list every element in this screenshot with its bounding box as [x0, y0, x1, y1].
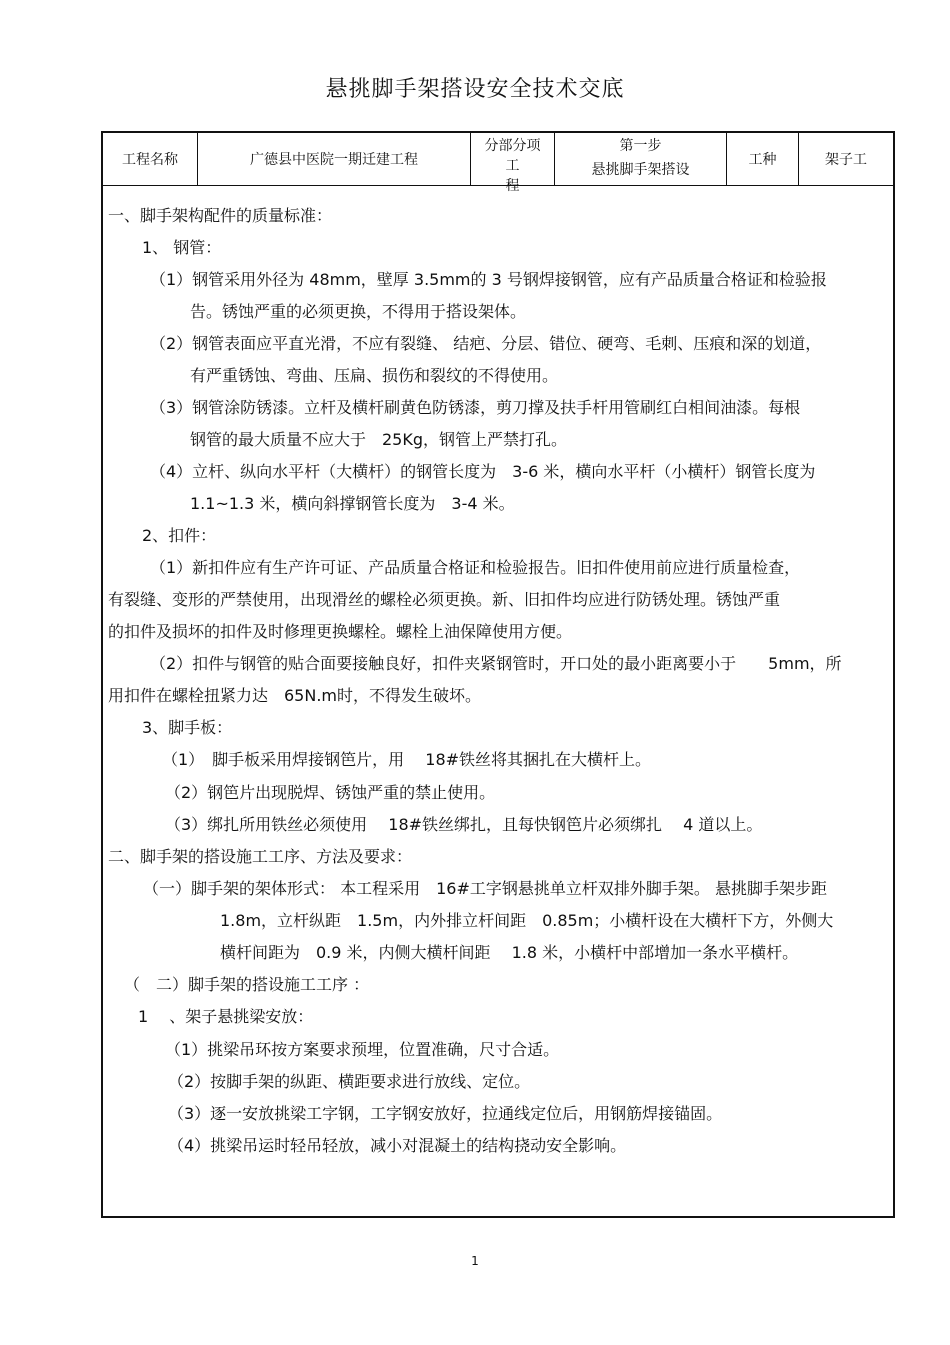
text-line: （1）新扣件应有生产许可证、产品质量合格证和检验报告。旧扣件使用前应进行质量检查，	[150, 558, 801, 577]
text-line: （3）逐一安放挑梁工字钢，工字钢安放好，拉通线定位后，用钢筋焊接锚固。	[168, 1104, 723, 1123]
text-line: 3、脚手板：	[142, 718, 233, 737]
text-line: （1）挑梁吊环按方案要求预埋，位置准确，尺寸合适。	[165, 1040, 560, 1059]
page-number: 1	[471, 1254, 479, 1268]
text-line: 二、脚手架的搭设施工工序、方法及要求：	[108, 847, 413, 866]
project-label: 工程名称	[122, 152, 178, 168]
text-line: （一）脚手架的架体形式： 本工程采用 16#工字钢悬挑单立杆双排外脚手架。 悬挑脚手架步距	[143, 879, 827, 898]
text-line: 的扣件及损坏的扣件及时修理更换螺栓。螺栓上油保障使用方便。	[108, 622, 573, 641]
text-line: 用扣件在螺栓扭紧力达 65N.m时，不得发生破坏。	[108, 686, 482, 705]
part-value-top: 第一步	[619, 138, 662, 154]
text-line: （1）钢管采用外径为 48mm，壁厚 3.5mm的 3 号钢焊接钢管，应有产品质量合格证和检验报	[150, 270, 827, 289]
text-line: 一、脚手架构配件的质量标准：	[108, 206, 333, 225]
text-line: （4）立杆、纵向水平杆（大横杆）的钢管长度为 3-6 米，横向水平杆（小横杆）钢管长度为	[150, 462, 816, 481]
part-value-bottom: 悬挑脚手架搭设	[591, 162, 690, 178]
trade-value: 架子工	[825, 152, 867, 168]
document-title: 悬挑脚手架搭设安全技术交底	[325, 77, 625, 102]
text-line: 钢管的最大质量不应大于 25Kg，钢管上严禁打孔。	[190, 430, 568, 449]
part-label-bottom-a: 工	[505, 158, 520, 174]
text-line: （2）按脚手架的纵距、横距要求进行放线、定位。	[168, 1072, 531, 1091]
project-value: 广德县中医院一期迁建工程	[250, 152, 418, 168]
text-line: 告。锈蚀严重的必须更换，不得用于搭设架体。	[190, 302, 527, 321]
text-line: 2、扣件：	[142, 526, 217, 545]
text-line: （1） 脚手板采用焊接钢笆片，用 18#铁丝将其捆扎在大横杆上。	[162, 750, 652, 769]
text-line: （4）挑梁吊运时轻吊轻放，减小对混凝土的结构挠动安全影响。	[168, 1136, 627, 1155]
text-line: （2）钢管表面应平直光滑，不应有裂缝、 结疤、分层、错位、硬弯、毛刺、压痕和深的划道，	[150, 334, 822, 353]
text-line: （3）绑扎所用铁丝必须使用 18#铁丝绑扎，且每快钢笆片必须绑扎 4 道以上。	[165, 815, 763, 834]
text-line: 1.8m，立杆纵距 1.5m，内外排立杆间距 0.85m；小横杆设在大横杆下方，外侧大	[220, 911, 834, 930]
part-label-top: 分部分项	[484, 138, 541, 154]
text-line: 1、 钢管：	[142, 238, 222, 257]
text-line: 有严重锈蚀、弯曲、压扁、损伤和裂纹的不得使用。	[190, 366, 559, 385]
text-line: （2）钢笆片出现脱焊、锈蚀严重的禁止使用。	[165, 783, 496, 802]
text-line: 1.1~1.3 米，横向斜撑钢管长度为 3-4 米。	[190, 494, 515, 513]
text-line: 1 、架子悬挑梁安放：	[138, 1007, 314, 1026]
part-label-bottom-b: 程	[505, 178, 520, 194]
text-line: 有裂缝、变形的严禁使用，出现滑丝的螺栓必须更换。新、旧扣件均应进行防锈处理。锈蚀严重	[108, 590, 781, 609]
text-line: 横杆间距为 0.9 米，内侧大横杆间距 1.8 米，小横杆中部增加一条水平横杆。	[220, 943, 799, 962]
trade-label: 工种	[748, 152, 777, 168]
text-line: （3）钢管涂防锈漆。立杆及横杆刷黄色防锈漆，剪刀撑及扶手杆用管刷红白相间油漆。每根	[150, 398, 801, 417]
text-line: （2）扣件与钢管的贴合面要接触良好，扣件夹紧钢管时，开口处的最小距离要小于 5mm，所	[150, 654, 842, 673]
text-line: （ 二）脚手架的搭设施工工序 ：	[124, 975, 370, 994]
